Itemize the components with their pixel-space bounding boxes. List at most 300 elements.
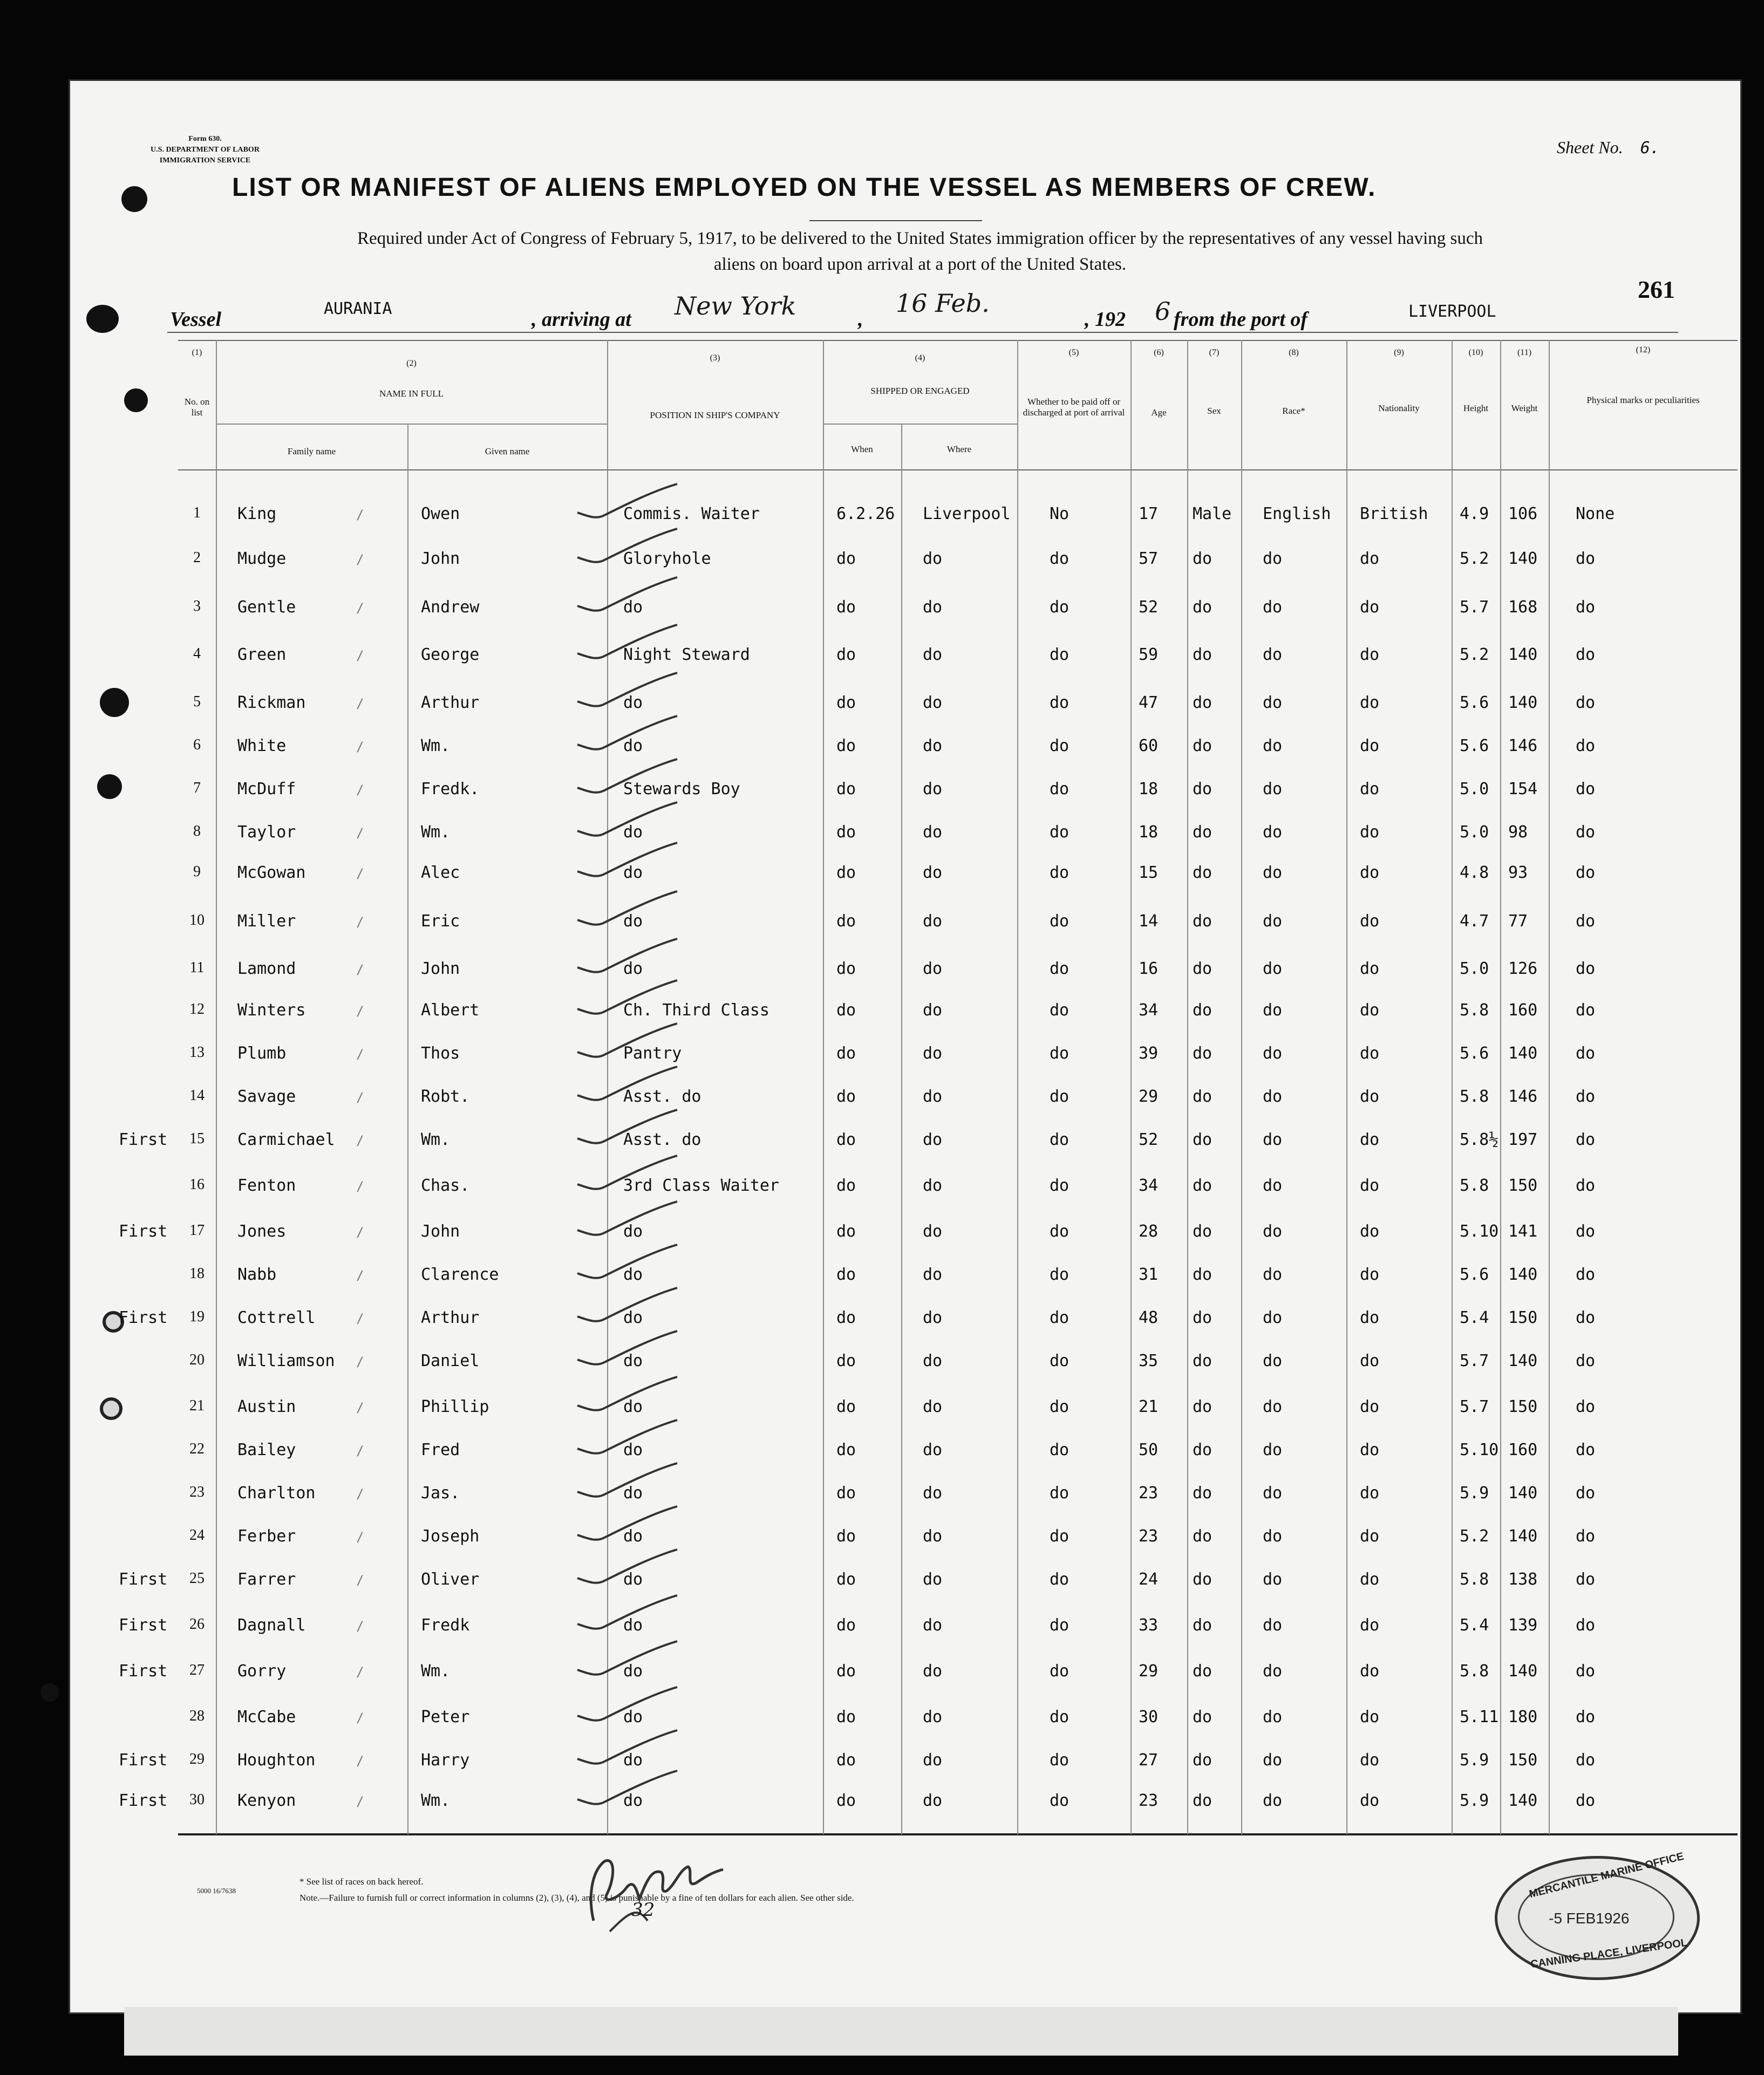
- row-given-name: Wm.: [421, 823, 451, 842]
- checkmark-tick: [572, 1200, 680, 1244]
- row-height: 5.10: [1460, 1441, 1499, 1459]
- row-position: 3rd Class Waiter: [623, 1176, 779, 1195]
- row-sex: do: [1193, 736, 1213, 755]
- row-given-name: Arthur: [421, 1308, 480, 1327]
- row-family-name: Ferber: [237, 1527, 296, 1546]
- row-paid-off: do: [1050, 1044, 1070, 1063]
- page-title: LIST OR MANIFEST OF ALIENS EMPLOYED ON THE VESSEL AS MEMBERS OF CREW.: [232, 173, 1377, 202]
- row-number: 20: [189, 1352, 205, 1368]
- row-where: do: [923, 1397, 943, 1416]
- checkmark-tick: [572, 890, 680, 933]
- row-paid-off: do: [1050, 1527, 1070, 1546]
- row-height: 5.6: [1460, 736, 1489, 755]
- sheet-label: Sheet No.: [1557, 138, 1623, 157]
- row-race: do: [1263, 780, 1283, 798]
- row-age: 29: [1139, 1087, 1159, 1106]
- row-given-name: Oliver: [421, 1570, 480, 1589]
- row-weight: 146: [1508, 1087, 1538, 1106]
- row-sex: do: [1193, 1265, 1213, 1284]
- row-race: do: [1263, 598, 1283, 617]
- row-given-name: Harry: [421, 1751, 470, 1770]
- row-number: 30: [189, 1791, 205, 1808]
- row-given-name: Fredk.: [421, 780, 480, 798]
- row-nationality: do: [1360, 1662, 1380, 1681]
- row-weight: 140: [1508, 645, 1538, 664]
- family-tick-mark: /: [356, 1573, 364, 1588]
- row-given-name: Andrew: [421, 598, 480, 617]
- header-position: POSITION IN SHIP'S COMPANY: [650, 410, 780, 420]
- row-where: do: [923, 1751, 943, 1770]
- row-family-name: Dagnall: [237, 1616, 306, 1635]
- row-family-name: Charlton: [237, 1484, 316, 1503]
- row-when: do: [836, 1484, 856, 1503]
- family-tick-mark: /: [356, 1530, 364, 1545]
- row-weight: 139: [1508, 1616, 1538, 1635]
- row-nationality: do: [1360, 1616, 1380, 1635]
- row-sex: do: [1193, 959, 1213, 978]
- row-weight: 140: [1508, 549, 1538, 568]
- row-weight: 140: [1508, 1265, 1538, 1284]
- row-given-name: Fredk: [421, 1616, 470, 1635]
- family-tick-mark: /: [356, 1225, 364, 1240]
- row-marks: do: [1576, 1616, 1596, 1635]
- header-when: When: [851, 444, 873, 454]
- row-where: do: [923, 736, 943, 755]
- row-when: do: [836, 1662, 856, 1681]
- col-num: (1): [192, 348, 202, 357]
- punch-hole: [97, 774, 122, 799]
- row-paid-off: do: [1050, 1708, 1070, 1726]
- family-tick-mark: /: [356, 1664, 364, 1680]
- stamp-bottom-text: CANNING PLACE, LIVERPOOL: [1529, 1936, 1688, 1971]
- row-paid-off: do: [1050, 645, 1070, 664]
- row-nationality: do: [1360, 1708, 1380, 1726]
- row-position: do: [623, 1662, 643, 1681]
- row-weight: 126: [1508, 959, 1538, 978]
- row-marks: do: [1576, 736, 1596, 755]
- row-position: do: [623, 912, 643, 931]
- row-number: 11: [189, 959, 205, 976]
- header-age: Age: [1151, 407, 1167, 418]
- row-where: do: [923, 1708, 943, 1726]
- row-number: 23: [189, 1484, 205, 1500]
- row-age: 14: [1139, 912, 1159, 931]
- row-number: 18: [189, 1265, 205, 1282]
- row-paid-off: do: [1050, 780, 1070, 798]
- row-position: do: [623, 736, 643, 755]
- row-sex: do: [1193, 1616, 1213, 1635]
- row-paid-off: do: [1050, 823, 1070, 842]
- row-sex: do: [1193, 823, 1213, 842]
- row-when: do: [836, 1265, 856, 1284]
- row-age: 23: [1139, 1791, 1159, 1810]
- row-marks: do: [1576, 693, 1596, 712]
- row-where: do: [923, 1044, 943, 1063]
- mercantile-marine-stamp: [1495, 1850, 1700, 1980]
- row-class-mark: First: [119, 1616, 168, 1635]
- row-nationality: do: [1360, 1222, 1380, 1241]
- row-weight: 197: [1508, 1130, 1538, 1149]
- sheet-number: 6.: [1640, 139, 1660, 158]
- punch-hole: [121, 186, 147, 212]
- row-height: 5.0: [1460, 780, 1489, 798]
- row-given-name: Albert: [421, 1001, 480, 1020]
- row-sex: do: [1193, 1044, 1213, 1063]
- row-height: 5.0: [1460, 823, 1489, 842]
- row-when: do: [836, 1176, 856, 1195]
- row-race: do: [1263, 1662, 1283, 1681]
- row-race: do: [1263, 736, 1283, 755]
- row-nationality: do: [1360, 863, 1380, 882]
- row-number: 7: [193, 780, 201, 796]
- row-family-name: Savage: [237, 1087, 296, 1106]
- row-marks: do: [1576, 863, 1596, 882]
- row-family-name: White: [237, 736, 287, 755]
- row-number: 19: [189, 1308, 205, 1325]
- row-marks: do: [1576, 1441, 1596, 1459]
- row-when: do: [836, 780, 856, 798]
- row-family-name: Lamond: [237, 959, 296, 978]
- row-position: Ch. Third Class: [623, 1001, 769, 1020]
- row-position: do: [623, 959, 643, 978]
- checkmark-tick: [572, 1376, 680, 1419]
- header-shipped: SHIPPED OR ENGAGED: [870, 386, 970, 396]
- row-height: 5.6: [1460, 1044, 1489, 1063]
- checkmark-tick: [572, 1548, 680, 1592]
- row-marks: do: [1576, 1308, 1596, 1327]
- row-paid-off: do: [1050, 1791, 1070, 1810]
- row-number: 16: [189, 1176, 205, 1193]
- checkmark-tick: [572, 938, 680, 981]
- row-number: 1: [193, 504, 201, 521]
- row-family-name: Gentle: [237, 598, 296, 617]
- row-sex: do: [1193, 1662, 1213, 1681]
- col-num: (11): [1517, 348, 1532, 357]
- row-height: 5.6: [1460, 693, 1489, 712]
- row-height: 5.2: [1460, 645, 1489, 664]
- row-when: do: [836, 1222, 856, 1241]
- checkmark-tick: [572, 842, 680, 885]
- header-given-name: Given name: [485, 446, 530, 456]
- row-nationality: do: [1360, 645, 1380, 664]
- print-code: 5000 16/7638: [197, 1887, 236, 1895]
- row-nationality: do: [1360, 1441, 1380, 1459]
- row-sex: do: [1193, 1222, 1213, 1241]
- row-marks: do: [1576, 780, 1596, 798]
- row-family-name: Houghton: [237, 1751, 316, 1770]
- row-race: do: [1263, 1527, 1283, 1546]
- col-num: (7): [1209, 348, 1220, 357]
- family-tick-mark: /: [356, 1047, 364, 1062]
- col-line: [823, 340, 824, 1834]
- row-given-name: Joseph: [421, 1527, 480, 1546]
- family-tick-mark: /: [356, 1443, 364, 1458]
- row-race: do: [1263, 1751, 1283, 1770]
- stamp-top-text: MERCANTILE MARINE OFFICE: [1528, 1850, 1685, 1901]
- row-paid-off: do: [1050, 1265, 1070, 1284]
- col-num: (5): [1068, 348, 1079, 357]
- row-when: do: [836, 1130, 856, 1149]
- row-sex: do: [1193, 780, 1213, 798]
- row-paid-off: do: [1050, 549, 1070, 568]
- row-weight: 146: [1508, 736, 1538, 755]
- row-sex: do: [1193, 693, 1213, 712]
- row-where: do: [923, 1308, 943, 1327]
- row-position: do: [623, 1441, 643, 1459]
- row-nationality: do: [1360, 912, 1380, 931]
- family-tick-mark: /: [356, 1619, 364, 1634]
- row-family-name: Plumb: [237, 1044, 287, 1063]
- checkmark-tick: [572, 483, 680, 526]
- row-paid-off: do: [1050, 959, 1070, 978]
- row-family-name: Green: [237, 645, 287, 664]
- row-weight: 140: [1508, 693, 1538, 712]
- row-family-name: Rickman: [237, 693, 306, 712]
- row-number: 4: [193, 645, 201, 662]
- header-paid-off: Whether to be paid off or discharged at port of arrival: [1023, 397, 1125, 418]
- row-paid-off: do: [1050, 1397, 1070, 1416]
- row-paid-off: do: [1050, 1751, 1070, 1770]
- row-class-mark: First: [119, 1222, 168, 1241]
- row-nationality: do: [1360, 1352, 1380, 1370]
- row-where: do: [923, 1441, 943, 1459]
- row-when: do: [836, 959, 856, 978]
- row-number: 6: [193, 736, 201, 753]
- header-bottom-rule: [178, 469, 1738, 470]
- row-number: 13: [189, 1044, 205, 1061]
- row-where: do: [923, 1130, 943, 1149]
- row-marks: do: [1576, 1265, 1596, 1284]
- row-weight: 150: [1508, 1751, 1538, 1770]
- row-where: do: [923, 1662, 943, 1681]
- row-height: 4.8: [1460, 863, 1489, 882]
- family-tick-mark: /: [356, 1400, 364, 1415]
- row-sex: do: [1193, 1176, 1213, 1195]
- row-position: do: [623, 863, 643, 882]
- row-when: do: [836, 1001, 856, 1020]
- name-subrule: [216, 424, 607, 425]
- row-marks: do: [1576, 1130, 1596, 1149]
- row-sex: do: [1193, 1791, 1213, 1810]
- row-class-mark: First: [119, 1570, 168, 1589]
- checkmark-tick: [572, 979, 680, 1022]
- row-position: do: [623, 1527, 643, 1546]
- row-position: do: [623, 598, 643, 617]
- checkmark-tick: [572, 1505, 680, 1548]
- row-nationality: do: [1360, 1308, 1380, 1327]
- row-age: 31: [1139, 1265, 1159, 1284]
- row-given-name: Robt.: [421, 1087, 470, 1106]
- row-height: 5.2: [1460, 549, 1489, 568]
- row-weight: 93: [1508, 863, 1528, 882]
- row-position: Night Steward: [623, 645, 750, 664]
- row-sex: do: [1193, 1751, 1213, 1770]
- row-race: do: [1263, 1708, 1283, 1726]
- family-tick-mark: /: [356, 782, 364, 797]
- family-tick-mark: /: [356, 600, 364, 616]
- row-paid-off: do: [1050, 1441, 1070, 1459]
- table-bottom-rule: [178, 1833, 1738, 1835]
- row-when: do: [836, 823, 856, 842]
- row-marks: do: [1576, 1176, 1596, 1195]
- row-marks: do: [1576, 912, 1596, 931]
- row-height: 5.8½: [1460, 1130, 1499, 1149]
- row-marks: do: [1576, 1484, 1596, 1503]
- family-tick-mark: /: [356, 1268, 364, 1283]
- row-position: Asst. do: [623, 1130, 701, 1149]
- row-marks: do: [1576, 1662, 1596, 1681]
- row-paid-off: do: [1050, 693, 1070, 712]
- row-given-name: Jas.: [421, 1484, 460, 1503]
- row-family-name: Mudge: [237, 549, 287, 568]
- row-marks: do: [1576, 1001, 1596, 1020]
- row-family-name: Williamson: [237, 1352, 335, 1370]
- checkmark-tick: [572, 624, 680, 667]
- row-where: do: [923, 1222, 943, 1241]
- row-nationality: do: [1360, 1484, 1380, 1503]
- row-family-name: McGowan: [237, 863, 306, 882]
- family-tick-mark: /: [356, 1354, 364, 1369]
- handwritten-signature: [572, 1840, 734, 1937]
- row-race: do: [1263, 1308, 1283, 1327]
- header-sex: Sex: [1207, 406, 1221, 416]
- row-race: do: [1263, 863, 1283, 882]
- row-sex: do: [1193, 598, 1213, 617]
- col-line: [1241, 340, 1242, 1834]
- row-nationality: do: [1360, 1001, 1380, 1020]
- row-paid-off: do: [1050, 1130, 1070, 1149]
- row-paid-off: do: [1050, 736, 1070, 755]
- row-when: do: [836, 1352, 856, 1370]
- row-position: do: [623, 1222, 643, 1241]
- row-when: do: [836, 1570, 856, 1589]
- checkmark-tick: [572, 715, 680, 758]
- family-tick-mark: /: [356, 1311, 364, 1326]
- row-where: do: [923, 1791, 943, 1810]
- family-tick-mark: /: [356, 962, 364, 977]
- row-sex: do: [1193, 1570, 1213, 1589]
- row-weight: 140: [1508, 1484, 1538, 1503]
- family-tick-mark: /: [356, 1004, 364, 1019]
- row-marks: do: [1576, 1044, 1596, 1063]
- row-race: do: [1263, 693, 1283, 712]
- family-tick-mark: /: [356, 552, 364, 567]
- punch-hole: [100, 1397, 122, 1420]
- row-given-name: Chas.: [421, 1176, 470, 1195]
- row-age: 52: [1139, 598, 1159, 617]
- row-race: do: [1263, 645, 1283, 664]
- row-nationality: do: [1360, 959, 1380, 978]
- row-given-name: Wm.: [421, 1791, 451, 1810]
- row-marks: do: [1576, 549, 1596, 568]
- row-number: 10: [189, 912, 205, 929]
- row-marks: do: [1576, 1087, 1596, 1106]
- row-when: do: [836, 736, 856, 755]
- row-class-mark: First: [119, 1751, 168, 1770]
- row-weight: 140: [1508, 1662, 1538, 1681]
- row-height: 5.7: [1460, 1397, 1489, 1416]
- row-nationality: do: [1360, 780, 1380, 798]
- row-when: do: [836, 1044, 856, 1063]
- row-number: 14: [189, 1087, 205, 1104]
- punch-hole: [86, 305, 119, 333]
- row-height: 5.11: [1460, 1708, 1499, 1726]
- row-age: 16: [1139, 959, 1159, 978]
- row-age: 23: [1139, 1484, 1159, 1503]
- row-given-name: George: [421, 645, 480, 664]
- checkmark-tick: [572, 1066, 680, 1109]
- from-label: from the port of: [1174, 308, 1308, 331]
- row-age: 60: [1139, 736, 1159, 755]
- col-num: (2): [406, 359, 417, 368]
- row-class-mark: First: [119, 1662, 168, 1681]
- row-marks: do: [1576, 823, 1596, 842]
- row-family-name: Jones: [237, 1222, 287, 1241]
- row-height: 5.2: [1460, 1527, 1489, 1546]
- row-age: 18: [1139, 780, 1159, 798]
- row-when: do: [836, 645, 856, 664]
- checkmark-tick: [572, 1287, 680, 1330]
- from-port: LIVERPOOL: [1408, 302, 1496, 321]
- row-marks: do: [1576, 1708, 1596, 1726]
- row-given-name: Phillip: [421, 1397, 489, 1416]
- family-tick-mark: /: [356, 1710, 364, 1725]
- row-race: do: [1263, 1044, 1283, 1063]
- row-nationality: do: [1360, 736, 1380, 755]
- punch-hole: [124, 388, 148, 412]
- checkmark-tick: [572, 1419, 680, 1462]
- checkmark-tick: [572, 1244, 680, 1287]
- row-where: do: [923, 1616, 943, 1635]
- header-marks: Physical marks or peculiarities: [1586, 395, 1700, 405]
- row-weight: 138: [1508, 1570, 1538, 1589]
- row-given-name: Eric: [421, 912, 460, 931]
- row-where: do: [923, 1001, 943, 1020]
- row-paid-off: do: [1050, 912, 1070, 931]
- col-num: (6): [1154, 348, 1164, 357]
- checkmark-tick: [572, 528, 680, 571]
- row-age: 23: [1139, 1527, 1159, 1546]
- row-sex: do: [1193, 1708, 1213, 1726]
- row-age: 52: [1139, 1130, 1159, 1149]
- col-num: (4): [915, 353, 925, 363]
- row-age: 33: [1139, 1616, 1159, 1635]
- row-family-name: McCabe: [237, 1708, 296, 1726]
- family-tick-mark: /: [356, 739, 364, 754]
- row-when: do: [836, 1441, 856, 1459]
- row-position: Asst. do: [623, 1087, 701, 1106]
- row-nationality: do: [1360, 1570, 1380, 1589]
- row-marks: do: [1576, 1570, 1596, 1589]
- row-position: Pantry: [623, 1044, 682, 1063]
- col-num: (9): [1394, 348, 1404, 357]
- row-number: 24: [189, 1527, 205, 1544]
- row-where: do: [923, 1087, 943, 1106]
- row-given-name: Thos: [421, 1044, 460, 1063]
- row-where: do: [923, 1176, 943, 1195]
- row-marks: do: [1576, 645, 1596, 664]
- col-line: [1452, 340, 1453, 1834]
- row-race: do: [1263, 549, 1283, 568]
- row-age: 27: [1139, 1751, 1159, 1770]
- col-line: [1130, 340, 1132, 1834]
- row-class-mark: First: [119, 1130, 168, 1149]
- row-sex: do: [1193, 1352, 1213, 1370]
- checkmark-tick: [572, 1770, 680, 1813]
- row-family-name: Miller: [237, 912, 296, 931]
- row-age: 39: [1139, 1044, 1159, 1063]
- header-height: Height: [1463, 403, 1489, 413]
